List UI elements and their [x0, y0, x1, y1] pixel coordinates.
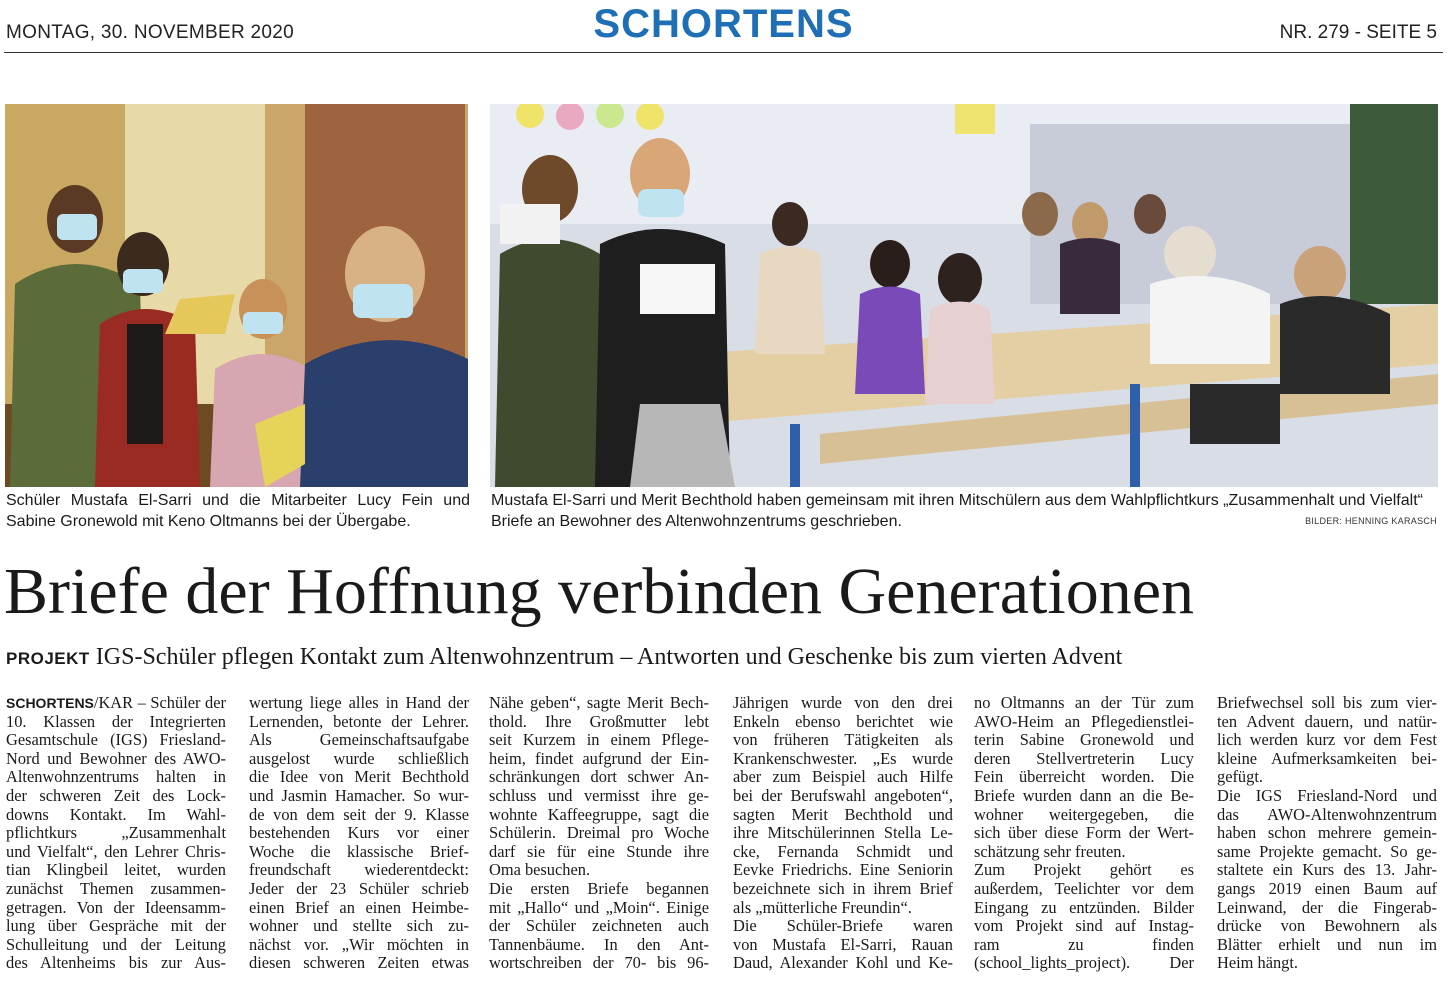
article-line: von früheren Tätigkeiten als: [733, 730, 953, 750]
article-line: lich werden kurz vor dem Fest: [1217, 730, 1437, 750]
article-line: wertung liege alles in Hand der: [249, 693, 469, 712]
article-line: schätzung sehr freuten.: [974, 841, 1126, 861]
article-line: schränkungen dort schwer An-: [489, 767, 709, 787]
photo-classroom: [490, 104, 1438, 487]
article-column-1: [6, 694, 226, 973]
article-line: Lernenden, betonte der Lehrer.: [249, 711, 469, 731]
article-column-5: [974, 694, 1194, 973]
article-line: Enkeln ebenso berichtet wie: [733, 711, 953, 731]
article-line: Woche die klassische Brief-: [249, 841, 469, 861]
article-line: und Jasmin Hamacher. So wur-: [249, 785, 469, 805]
article-line: vom Projekt sind auf Instag-: [974, 916, 1194, 936]
caption-left-photo: Schüler Mustafa El-Sarri und die Mitarbeiter Lucy Fein und Sabine Gronewold mit Keno Oltmanns bei der Übergabe.: [6, 492, 470, 530]
article-line: Blätter erhielt und nun im: [1217, 934, 1437, 954]
article-line: Jährigen wurde von den drei: [733, 693, 953, 712]
article-line: seit Kurzem in einem Pflege-: [489, 730, 709, 750]
article-line: von Mustafa El-Sarri, Rauan: [733, 934, 953, 954]
article-line: staltete ein Kurs des 13. Jahr-: [1217, 860, 1437, 880]
article-line: die Idee von Merit Bechthold: [249, 767, 469, 787]
article-line: AWO-Heim an Pflegedienstlei-: [974, 711, 1194, 731]
article-line: wohner weitergegeben, die: [974, 804, 1194, 824]
article-column-2: [249, 694, 469, 973]
article-line: zunächst Themen zusammen-: [6, 878, 226, 898]
article-line: Nähe geben“, sagte Merit Bech-: [489, 693, 709, 712]
issue-date: MONTAG, 30. NOVEMBER 2020: [6, 22, 295, 43]
article-line: nächst vor. „Wir möchten in: [249, 934, 469, 954]
article-line: Gesamtschule (IGS) Friesland-: [6, 730, 226, 750]
article-line: gangs 2019 einen Baum auf: [1217, 878, 1437, 898]
article-line: der Schüler zeichneten auch: [489, 916, 709, 936]
article-line: bezeichnete sich in ihrem Brief: [733, 878, 953, 898]
article-line: außerdem, Teelichter vor dem: [974, 878, 1194, 898]
subheadline-text: IGS-Schüler pflegen Kontakt zum Altenwohnzentrum – Antworten und Geschenke bis zum vierten Advent: [95, 644, 1123, 670]
article-line: ten Advent dauern, und natür-: [1217, 711, 1437, 731]
article-line: Heim hängt.: [1217, 953, 1299, 973]
article-line: SCHORTENS/KAR – Schüler der: [6, 693, 226, 712]
article-line: ausgelost wurde schließlich: [249, 748, 469, 768]
article-line: Leinwand, der die Fingerab-: [1217, 897, 1437, 917]
article-line: bei der Berufswahl angeboten“,: [733, 785, 953, 805]
article-line: Jeder der 23 Schüler schrieb: [249, 878, 469, 898]
article-line: und Vielfalt“, den Lehrer Chris-: [6, 841, 226, 861]
article-line: schluss und vermisst ihre ge-: [489, 785, 709, 805]
article-line: ihre Mitschülerinnen Stella Le-: [733, 823, 953, 843]
article-line: getragen. Von der Ideensamm-: [6, 897, 226, 917]
article-line: Altenwohnzentrums halten in: [6, 767, 226, 787]
article-line: thold. Ihre Großmutter lebt: [489, 711, 709, 731]
article-line: Daud, Alexander Kohl und Ke-: [733, 953, 953, 973]
article-line: terin Sabine Gronewold und: [974, 730, 1194, 750]
article-line: drücke von Bewohnern als: [1217, 916, 1437, 936]
article-headline: Briefe der Hoffnung verbinden Generationen: [4, 555, 1194, 628]
article-line: Die Schüler-Briefe waren: [733, 916, 953, 936]
article-line: als „mütterliche Freundin“.: [733, 897, 912, 917]
article-column-6: [1217, 694, 1437, 973]
article-line: Die IGS Friesland-Nord und: [1217, 785, 1437, 805]
article-line: Eevke Friedrichs. Eine Seniorin: [733, 860, 953, 880]
article-line: Nord und Bewohner des AWO-: [6, 748, 226, 768]
article-line: tian Klingbeil leitet, wurden: [6, 860, 226, 880]
article-line: einen Brief an einen Heimbe-: [249, 897, 469, 917]
article-line: 10. Klassen der Integrierten: [6, 711, 226, 731]
article-line: aber zum Beispiel auch Hilfe: [733, 767, 953, 787]
caption-right-photo: Mustafa El-Sarri und Merit Bechthold haben gemeinsam mit ihren Mitschülern aus dem Wahlpflichtkurs „Zusammenhalt und Vielfalt“ Briefe an Bewohner des Altenwohnzentrums geschrieben.: [491, 492, 1423, 530]
article-line: diesen schweren Zeiten etwas: [249, 953, 469, 973]
article-line: bestehenden Kurs vor einer: [249, 823, 469, 843]
article-line: pflichtkurs „Zusammenhalt: [6, 823, 226, 843]
article-line: (school_lights_project). Der: [974, 953, 1194, 973]
article-line: Tannenbäume. In den Ant-: [489, 934, 709, 954]
kicker-label: PROJEKT: [6, 649, 90, 668]
article-line: Briefe wurden dann an die Be-: [974, 785, 1194, 805]
photo-handover: [5, 104, 468, 487]
article-line: Briefwechsel soll bis zum vier-: [1217, 693, 1437, 712]
dateline: SCHORTENS: [6, 695, 94, 711]
article-column-3: [489, 694, 709, 973]
article-line: sich über diese Form der Wert-: [974, 823, 1194, 843]
article-line: darf sie für eine Stunde ihre: [489, 841, 709, 861]
article-line: lung über Gespräche mit der: [6, 916, 226, 936]
article-line: das AWO-Altenwohnzentrum: [1217, 804, 1437, 824]
article-line: sagten Merit Bechthold und: [733, 804, 953, 824]
article-column-4: [733, 694, 953, 973]
article-line: Oma besuchen.: [489, 860, 591, 880]
article-line: freundschaft wiederentdeckt:: [249, 860, 469, 880]
article-line: Eingang zu entzünden. Bilder: [974, 897, 1194, 917]
article-line: wortschreiben der 70- bis 96-: [489, 953, 709, 973]
article-line: Als Gemeinschaftsaufgabe: [249, 730, 469, 750]
article-line: Fein überreicht worden. Die: [974, 767, 1194, 787]
article-line: mit „Hallo“ und „Moin“. Einige: [489, 897, 709, 917]
header-divider: [4, 52, 1443, 53]
article-line: des Altenheims bis zur Aus-: [6, 953, 226, 973]
article-line: Zum Projekt gehört es: [974, 860, 1194, 880]
photo-credit: BILDER: HENNING KARASCH: [1305, 516, 1437, 526]
article-line: downs Kontakt. Im Wahl-: [6, 804, 226, 824]
article-line: wohner und stellte sich zu-: [249, 916, 469, 936]
article-line: deren Stellvertreterin Lucy: [974, 748, 1194, 768]
article-line: ram zu finden: [974, 934, 1194, 954]
article-line: cke, Fernanda Schmidt und: [733, 841, 953, 861]
page-number: NR. 279 - SEITE 5: [1279, 22, 1437, 43]
article-subheadline: [6, 644, 1122, 671]
article-line: kleine Aufmerksamkeiten bei-: [1217, 748, 1437, 768]
section-title: SCHORTENS: [593, 2, 854, 46]
article-line: der schweren Zeit des Lock-: [6, 785, 226, 805]
article-line: Die ersten Briefe begannen: [489, 878, 709, 898]
article-line: Schulleitung und der Leitung: [6, 934, 226, 954]
article-line: Schülerin. Dreimal pro Woche: [489, 823, 709, 843]
article-line: no Oltmanns an der Tür zum: [974, 693, 1194, 712]
article-line: heim, findet aufgrund der Ein-: [489, 748, 709, 768]
article-line: haben schon mehrere gemein-: [1217, 823, 1437, 843]
article-line: gefügt.: [1217, 767, 1263, 787]
article-line: same Projekte gemacht. So ge-: [1217, 841, 1437, 861]
article-line: Krankenschwester. „Es wurde: [733, 748, 953, 768]
article-line: de von dem seit der 9. Klasse: [249, 804, 469, 824]
article-line: wohnte Kaffeegruppe, sagt die: [489, 804, 709, 824]
